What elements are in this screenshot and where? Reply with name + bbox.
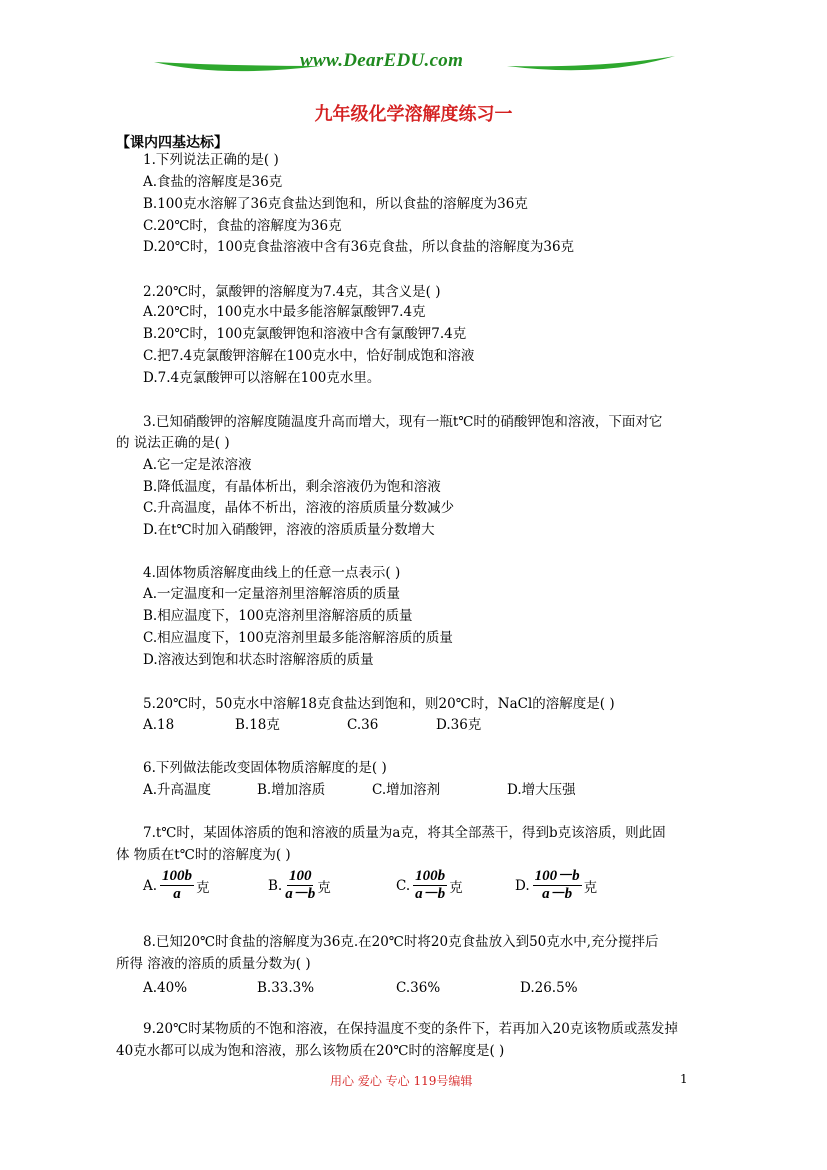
q7-option-c-numerator: 100b — [415, 868, 446, 884]
q1-option-b: B.100克水溶解了36克食盐达到饱和，所以食盐的溶解度为36克 — [143, 196, 528, 212]
q6-option-c: C.增加溶剂 — [372, 782, 441, 798]
q3-option-d: D.在t℃时加入硝酸钾，溶液的溶质质量分数增大 — [143, 522, 435, 538]
q7-option-d-unit: 克 — [583, 879, 598, 896]
q7-option-a-unit: 克 — [196, 879, 210, 896]
q7-option-a-label: A. — [143, 877, 158, 894]
q2-option-c: C.把7.4克氯酸钾溶解在100克水中，恰好制成饱和溶液 — [143, 348, 475, 364]
q7-option-d-numerator: 100－b — [534, 868, 580, 884]
q7-option-a-denominator: a — [173, 886, 181, 902]
q5-stem: 5.20℃时，50克水中溶解18克食盐达到饱和，则20℃时，NaCl的溶解度是( ) — [143, 696, 615, 712]
q9-stem-line2: 40克水都可以成为饱和溶液，那么该物质在20℃时的溶解度是( ) — [116, 1043, 505, 1059]
page-number: 1 — [680, 1072, 688, 1086]
q1-option-a: A.食盐的溶解度是36克 — [143, 174, 283, 190]
q5-option-b: B.18克 — [235, 717, 280, 733]
q7-option-d-label: D. — [515, 877, 530, 894]
q8-stem-line1: 8.已知20℃时食盐的溶解度为36克.在20℃时将20克食盐放入到50克水中,充分搅拌后 — [143, 934, 659, 950]
q8-stem-line2: 所得 溶液的溶质的质量分数为( ) — [116, 956, 311, 972]
q4-option-d: D.溶液达到饱和状态时溶解溶质的质量 — [143, 652, 374, 668]
q5-option-c: C.36 — [347, 717, 379, 733]
page-title: 九年级化学溶解度练习一 — [314, 104, 513, 125]
footer-text: 用心 爱心 专心 119号编辑 — [330, 1074, 473, 1088]
q4-option-c: C.相应温度下，100克溶剂里最多能溶解溶质的质量 — [143, 630, 453, 646]
q3-stem-line1: 3.已知硝酸钾的溶解度随温度升高而增大，现有一瓶t℃时的硝酸钾饱和溶液，下面对它 — [143, 414, 663, 430]
q9-stem-line1: 9.20℃时某物质的不饱和溶液，在保持温度不变的条件下，若再加入20克该物质或蒸发掉 — [143, 1021, 678, 1037]
q7-option-c-label: C. — [396, 877, 411, 894]
q6-stem: 6.下列做法能改变固体物质溶解度的是( ) — [143, 760, 387, 776]
q7-option-d — [515, 868, 597, 903]
q7-option-c-denominator: a－b — [415, 886, 446, 902]
q2-stem: 2.20℃时，氯酸钾的溶解度为7.4克，其含义是( ) — [143, 284, 441, 300]
q4-stem: 4.固体物质溶解度曲线上的任意一点表示( ) — [143, 565, 401, 581]
q7-stem-line1: 7.t℃时，某固体溶质的饱和溶液的质量为a克，将其全部蒸干，得到b克该溶质，则此固 — [143, 825, 666, 841]
q7-option-b-numerator: 100 — [288, 868, 312, 884]
q3-option-a: A.它一定是浓溶液 — [143, 457, 252, 473]
header-swoosh-right — [505, 52, 677, 74]
q1-option-d: D.20℃时，100克食盐溶液中含有36克食盐，所以食盐的溶解度为36克 — [143, 239, 575, 255]
q5-option-a: A.18 — [143, 717, 175, 733]
q8-option-c: C.36% — [396, 980, 441, 996]
q7-option-b — [268, 868, 331, 903]
q1-stem: 1.下列说法正确的是( ) — [143, 152, 279, 168]
site-logo-text: www.DearEDU.com — [300, 50, 464, 71]
q6-option-b: B.增加溶质 — [257, 782, 326, 798]
q8-option-d: D.26.5% — [520, 980, 578, 996]
q3-option-b: B.降低温度，有晶体析出，剩余溶液仍为饱和溶液 — [143, 479, 441, 495]
q7-option-c-unit: 克 — [449, 879, 463, 896]
section-heading: 【课内四基达标】 — [116, 135, 228, 151]
q6-option-a: A.升高温度 — [143, 782, 212, 798]
q2-option-b: B.20℃时，100克氯酸钾饱和溶液中含有氯酸钾7.4克 — [143, 326, 467, 342]
q4-option-b: B.相应温度下，100克溶剂里溶解溶质的质量 — [143, 608, 413, 624]
q2-option-a: A.20℃时，100克水中最多能溶解氯酸钾7.4克 — [143, 304, 426, 320]
q8-option-a: A.40% — [143, 980, 188, 996]
q7-option-b-denominator: a－b — [285, 886, 316, 902]
q3-stem-line2: 的 说法正确的是( ) — [116, 435, 230, 451]
q7-option-b-unit: 克 — [317, 879, 331, 896]
q7-option-d-denominator: a－b — [542, 886, 573, 902]
q1-option-c: C.20℃时，食盐的溶解度为36克 — [143, 218, 342, 234]
header-swoosh-left — [152, 52, 322, 74]
q6-option-d: D.增大压强 — [507, 782, 576, 798]
q2-option-d: D.7.4克氯酸钾可以溶解在100克水里。 — [143, 370, 381, 386]
q3-option-c: C.升高温度，晶体不析出，溶液的溶质质量分数减少 — [143, 500, 455, 516]
q8-option-b: B.33.3% — [257, 980, 315, 996]
q4-option-a: A.一定温度和一定量溶剂里溶解溶质的质量 — [143, 586, 401, 602]
q7-option-c — [396, 868, 463, 903]
q7-option-a-numerator: 100b — [162, 868, 193, 884]
q7-option-a — [143, 868, 210, 903]
q5-option-d: D.36克 — [436, 717, 482, 733]
q7-option-b-label: B. — [268, 877, 283, 894]
q7-stem-line2: 体 物质在t℃时的溶解度为( ) — [116, 847, 291, 863]
